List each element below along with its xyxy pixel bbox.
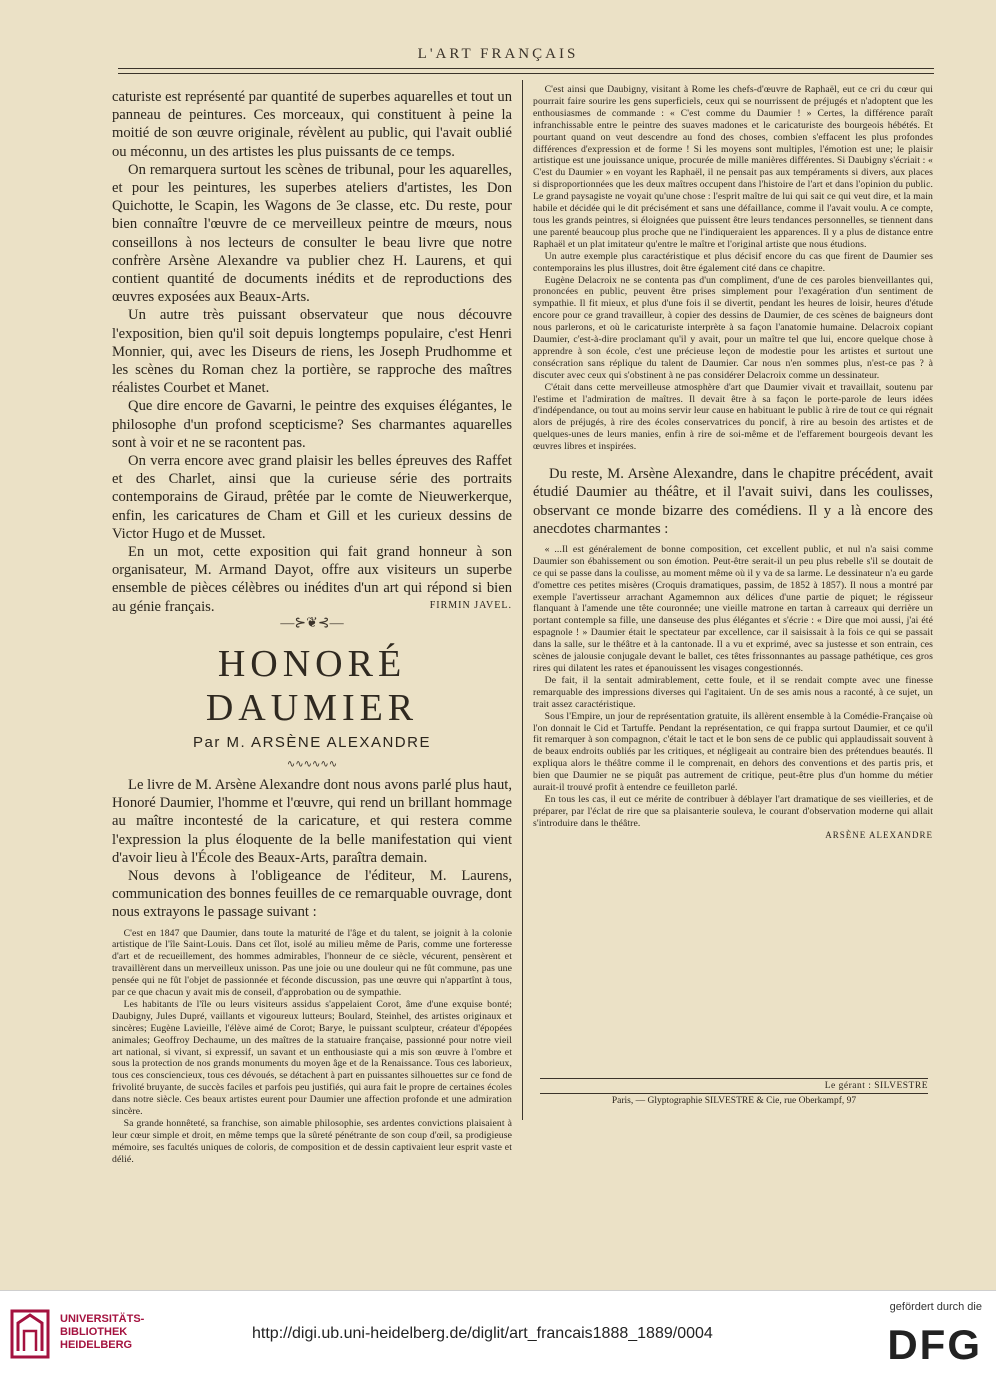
intro-paragraph: En un mot, cette exposition qui fait grand honneur à son organisateur, M. Armand Dayot, offre aux visiteurs un superbe ensemble de pièces célèbres ou inédites d'un art qui répond si bien au génie français. bbox=[112, 544, 512, 615]
article-paragraph: Le livre de M. Arsène Alexandre dont nous avons parlé plus haut, Honoré Daumier, l'homme et l'œuvre, qui rend un brillant hommage au maître incontesté de la caricature, et qui restera comme l'expression la plus éloquente de la belle manifestation qui vient d'avoir lieu à l'École des Beaux-Arts, paraîtra demain. bbox=[112, 776, 512, 866]
library-name-line: HEIDELBERG bbox=[60, 1339, 133, 1351]
column-divider bbox=[522, 80, 523, 1120]
viewer-footer bbox=[0, 1290, 996, 1380]
quote-paragraph: Eugène Delacroix ne se contenta pas d'un compliment, d'une de ces paroles bienveillantes qui, prononcées en public, peuvent être prises simplement pour l'exagération d'un sentiment de sympathie. Il fit mieux, et plus d'une fois il se divertit, pendant les heures de loisir, heures d'étude encore pour ce grand travailleur, à copier des dessins de Daumier, de ces scènes de baigneurs dont nous parlerons, et où le caricaturiste interprète à sa façon l'anatomie humaine. Delacroix copiant Daumier, c'est-à-dire proclamant qu'il y avait, pour un maître tel que lui, encore quelque chose à apprendre à son école, c'est une précieuse leçon de modestie pour les artistes et surtout une consécration sans réplique du talent de Daumier. Car nous n'en sommes plus, n'est-ce pas ? à discuter avec ceux qui s'obstinent à ne pas considérer Delacroix comme un dessinateur. bbox=[533, 274, 933, 381]
ornament-divider: —⊱❦⊰— bbox=[280, 615, 344, 631]
header-rule-thin bbox=[118, 73, 934, 74]
intro-paragraph: On remarquera surtout les scènes de tribunal, pour les aquarelles, et pour les peintures, les superbes ateliers d'artistes, les Don Quichotte, le Scapin, les Wagons de 3e classe, etc. Du reste, pour bien connaître l'œuvre de ce merveilleux peintre de mœurs, nous conseillons à nos lecteurs de consulter le beau livre que notre confrère Arsène Alexandre va publier chez H. Laurens, et qui contient quantité de documents inédits et de reproductions des œuvres exposées aux Beaux-Arts. bbox=[112, 161, 512, 306]
imprint-rule bbox=[540, 1093, 928, 1094]
permalink-url[interactable]: http://digi.ub.uni-heidelberg.de/diglit/art_francais1888_1889/0004 bbox=[252, 1325, 713, 1342]
quote-paragraph: C'est ainsi que Daubigny, visitant à Rome les chefs-d'œuvre de Raphaël, eut ce cri du cœur qui pourrait faire sourire les gens superficiels, ceux qui se nourrissent de préjugés et n'adoptent que les enthousiasmes de commande : « C'est comme du Daumier ! » Certes, la différence paraît infranchissable entre le peintre des suaves madones et le caricaturiste des bourgeois hébétés. Et pourtant quand on veut descendre au fond des choses, combien s'effacent les plus profondes différences d'expression et de forme ! Si les moyens sont multiples, l'émotion est une; le plaisir artistique est une jouissance unique, procurée de mille manières différentes. Si Daubigny s'écriait : « C'est du Daumier » en voyant les Raphaël, il ne pensait pas aux tempéraments si divers, aux places si disproportionnées que les deux maîtres occupent dans l'histoire de l'art et dans l'opinion du public. Le grand paysagiste ne voyait qu'une chose : l'esprit maître de lui qui sait ce qui veut dire, et la main habile et décidée qui le dit précisément et sans une défaillance, comme il l'avait voulu. A ce compte, tous les grands peintres, si éloignées que puissent être leurs tendances personnelles, se tiennent dans une parenté beaucoup plus proche que ne l'indiqueraient les apparences. Il y a plus de distance entre Raphaël et un plat imitateur qu'entre le maître et l'original artiste que nous étudions. bbox=[533, 84, 933, 250]
intro-paragraph: Un autre très puissant observateur que nous découvre l'exposition, bien qu'il soit depuis longtemps populaire, c'est Henri Monnier, qui, avec les Diseurs de riens, les Joseph Prudhomme et les scènes du Roman chez la portière, se rapproche des maîtres réalistes Courbet et Manet. bbox=[112, 307, 512, 397]
article-title: HONORÉ DAUMIER bbox=[205, 642, 419, 729]
printer-line: Paris, — Glyptographie SILVESTRE & Cie, rue Oberkampf, 97 bbox=[611, 1096, 857, 1106]
quote-paragraph: C'est en 1847 que Daumier, dans toute la maturité de l'âge et du talent, se joignit à la colonie artistique de l'île Saint-Louis. Dans cet îlot, isolé au milieu même de Paris, comme une forteresse d'art et de recueillement, des hommes admirables, l'honneur de ce siècle, vécurent, pensèrent et travaillèrent dans un merveilleux unisson. Pas une joie ou une douleur qui ne fût commune, pas une pensée qui ne fût l'objet de passionnée et féconde discussion, pas une œuvre qui n'appartînt à tous, par ce que chacun y avait mis de conseil, d'approbation ou de sympathie. bbox=[112, 927, 512, 999]
wavy-divider: ∿∿∿∿∿∿ bbox=[286, 758, 338, 770]
imprint bbox=[540, 1076, 928, 1106]
quote-paragraph: Les habitants de l'île ou leurs visiteurs assidus s'appelaient Corot, âme d'une exquise bonté; Daubigny, Jules Dupré, vaillants et vigoureux lutteurs; Boulard, Steinhel, des artistes originaux et sincères; Eugène Lavieille, l'élève aimé de Corot; Barye, le puissant sculpteur, créateur d'épopées animales; Geoffroy Dechaume, un des maîtres de la statuaire française, passionné pour notre vieil art national, si vivant, si expressif, un savant et un enthousiaste qui a mis son œuvre à l'ombre et sous la protection de nos grands monuments du moyen âge et de la Renaissance. Tous ces laborieux, tous ces consciencieux, tous ces dévoués, se détachent à part en puissantes silhouettes sur ce fond de frivolité bruyante, de succès faciles et parfois peu justifiés, qui aura fait le propre de certaines écoles dans notre siècle. Ces beaux artistes eurent pour Daumier une affection profonde et une admiration sincère. bbox=[112, 998, 512, 1118]
body-paragraph: Du reste, M. Arsène Alexandre, dans le chapitre précédent, avait étudié Daumier au théâtre, et il l'avait suivi, dans les coulisses, observant ce monde bizarre des comédiens. Il y a là encore des anecdotes charmantes : bbox=[533, 466, 933, 537]
left-column bbox=[112, 88, 512, 1166]
library-name-line: BIBLIOTHEK bbox=[60, 1326, 128, 1338]
quote-paragraph: « ...Il est généralement de bonne composition, cet excellent public, et nul n'a saisi comme Daumier son ébahissement ou son émotion. Peut-être serait-il un peu plus rebelle s'il se doutait de ce qui se passe dans la coulisse, au moment même où il y va de sa larme. Le dessinateur n'a eu garde d'omettre ces petites misères (Croquis dramatiques, passim, de 1852 à 1857). Il nous a montré par exemple l'avertisseur arrachant Agamemnon aux délices d'une partie de piquet; le régisseur flanquant à l'amende une tête couronnée; une vieille matrone en tartan à carreaux qui derrière un portant contemple sa fille, une danseuse des plus élégantes et s'écrie : « Dire que moi aussi, j'ai été espagnole ! » Daumier était le spectateur par excellence, car il saisissait à la fois ce qui se passait dans la salle, sur le théâtre et à la cantonade. Il a vu et exprimé, avec sa justesse et son entrain, ces scènes de jalousie conjugale devant le ballet, ces têtes frissonnantes au passage pathétique, ces gros rires qui dilatent les rates et épanouissent les visages congestionnés. bbox=[533, 543, 933, 674]
intro-paragraph: Que dire encore de Gavarni, le peintre des exquises élégantes, le philosophe d'un profond scepticisme? Ses charmantes aquarelles sont à voir et ne se racontent pas. bbox=[112, 398, 512, 451]
running-title: L'ART FRANÇAIS bbox=[417, 46, 579, 62]
intro-paragraph: On verra encore avec grand plaisir les belles épreuves des Raffet et des Charlet, ainsi que la curieuse série des portraits contemporains de Giraud, prêtée par le comte de Nieuwerkerque, enfin, les caricatures de Cham et Gill et les curieux dessins de Victor Hugo et de Musset. bbox=[112, 453, 512, 542]
intro-paragraph: caturiste est représenté par quantité de superbes aquarelles et tout un panneau de peintures. Ces morceaux, qui constituent à peine la moitié de son œuvre originale, révèlent au public, qui l'avait oublié ou méconnu, un des artistes les plus puissants de ce temps. bbox=[112, 89, 512, 160]
quote-paragraph: En tous les cas, il eut ce mérite de contribuer à déblayer l'art dramatique de ses vieilleries, et de préparer, par l'éclat de rire que sa plaisanterie souleva, le courant d'observation moderne qui allait s'introduire dans le théâtre. bbox=[533, 793, 933, 829]
intro-signature: FIRMIN JAVEL. bbox=[429, 599, 512, 611]
quote-paragraph: De fait, il la sentait admirablement, cette foule, et il se rendait compte avec une finesse remarquable des impressions diverses qui l'agitaient. Un de ses amis nous a raconté, à ce sujet, un trait assez caractéristique. bbox=[533, 674, 933, 710]
quote-paragraph: Sous l'Empire, un jour de représentation gratuite, ils allèrent ensemble à la Comédie-Française où l'on donnait le Cid et Tartuffe. Pendant la représentation, ce qui frappa surtout Daumier, et ce qu'il fit remarquer à son compagnon, c'était le tact et le bon sens de ce public qui applaudissait souvent à de beaux endroits oubliés par les critiques, et négligeait au contraire bien des prétendues beautés. Il expliqua alors le théâtre comme il le comprenait, en dehors des conventions et des partis pris, et bien que Daumier ne se piquât pas autrement de critique, peut-être plus d'un homme du métier aurait-il trouvé profit à entendre ce feuilleton parlé. bbox=[533, 710, 933, 794]
quote-paragraph: Sa grande honnêteté, sa franchise, son aimable philosophie, ses ardentes convictions plaisaient à leur cœur simple et droit, en même temps que la sûreté pénétrante de son coup d'œil, sa prodigieuse mémoire, ses facultés uniques de coloris, de composition et de dessin captivaient leur esprit vaste et délié. bbox=[112, 1118, 512, 1165]
header-rule bbox=[118, 68, 934, 69]
gerant-line: Le gérant : SILVESTRE bbox=[824, 1081, 928, 1091]
university-seal-icon bbox=[10, 1309, 50, 1359]
dfg-logo[interactable]: DFG bbox=[887, 1321, 982, 1368]
article-byline: Par M. ARSÈNE ALEXANDRE bbox=[193, 733, 431, 751]
library-name[interactable] bbox=[60, 1313, 144, 1352]
quote-paragraph: Un autre exemple plus caractéristique et plus décisif encore du cas que firent de Daumier ses contemporains les plus illustres, doit être également cité dans ce chapitre. bbox=[533, 250, 933, 274]
library-name-line: UNIVERSITÄTS- bbox=[60, 1313, 145, 1325]
funded-by-label: gefördert durch die bbox=[889, 1301, 982, 1313]
quote-paragraph: C'était dans cette merveilleuse atmosphère d'art que Daumier vivait et travaillait, soutenu par l'estime et l'admiration de maîtres. Il devait être à sa façon le porte-parole de leurs idées d'indépendance, ou tout au moins servir leur cause en habituant le public à rire de tout ce qui régnait alors de préjugés, à rire des écoles conservatrices du poncif, à rire au besoin des artistes et de quelques-unes de leurs manies, enfin à rire de soi-même et de l'effarement bourgeois devant les œuvres libres et inspirées. bbox=[533, 381, 933, 453]
article-paragraph: Nous devons à l'obligeance de l'éditeur, M. Laurens, communication des bonnes feuilles de ce remarquable ouvrage, dont nous extrayons le passage suivant : bbox=[112, 867, 512, 921]
right-column bbox=[533, 84, 933, 840]
quote-signature: ARSÈNE ALEXANDRE bbox=[825, 829, 933, 840]
imprint-rule bbox=[540, 1078, 928, 1079]
